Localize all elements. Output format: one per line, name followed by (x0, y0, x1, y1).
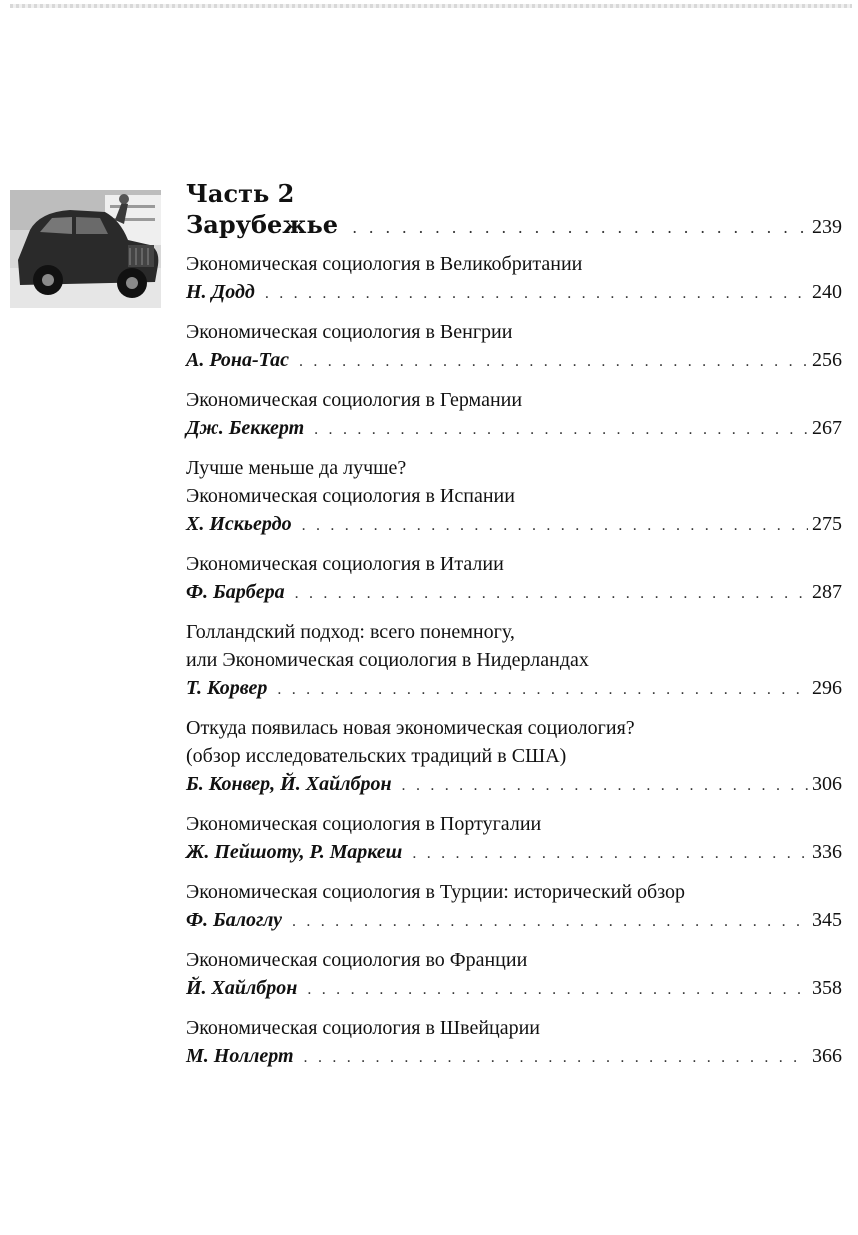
toc-entry[interactable] (186, 946, 842, 1002)
dot-leader (402, 772, 808, 800)
toc-entry[interactable] (186, 454, 842, 538)
entry-page-number: 240 (812, 281, 842, 303)
entry-author: А. Рона-Тас (186, 349, 289, 371)
toc-entry[interactable] (186, 714, 842, 798)
entry-page-number: 336 (812, 841, 842, 863)
entry-page-number: 345 (812, 909, 842, 931)
dot-leader (314, 416, 808, 444)
entry-author-row (186, 510, 842, 538)
entry-title-line: Экономическая социология в Испании (186, 485, 515, 507)
entry-author: Н. Додд (186, 281, 255, 303)
entry-author-row (186, 414, 842, 442)
toc-entry[interactable] (186, 386, 842, 442)
entry-author-row (186, 578, 842, 606)
entry-page-number: 296 (812, 677, 842, 699)
entry-author: Ж. Пейшоту, Р. Маркеш (186, 841, 403, 863)
entry-author-row (186, 838, 842, 866)
entry-title-line: Экономическая социология в Венгрии (186, 321, 513, 343)
entry-page-number: 256 (812, 349, 842, 371)
entry-title-line: Экономическая социология в Германии (186, 389, 523, 411)
entry-author: Ф. Балоглу (186, 909, 282, 931)
entry-author: Б. Конвер, Й. Хайлброн (186, 773, 392, 795)
entry-author: Т. Корвер (186, 677, 268, 699)
entry-author-row (186, 674, 842, 702)
entry-title-line: Лучше меньше да лучше? (186, 457, 407, 479)
table-of-contents (186, 178, 842, 1070)
entry-author: М. Ноллерт (186, 1045, 294, 1067)
entry-author: Ф. Барбера (186, 581, 285, 603)
dot-leader (292, 908, 808, 936)
toc-entry[interactable] (186, 1014, 842, 1070)
entry-page-number: 287 (812, 581, 842, 603)
entry-title-line: Экономическая социология в Португалии (186, 813, 542, 835)
entry-title-line: Откуда появилась новая экономическая социология? (186, 717, 635, 739)
toc-entry[interactable] (186, 810, 842, 866)
toc-entry[interactable] (186, 250, 842, 306)
part-page-number: 239 (812, 216, 842, 238)
entry-author-row (186, 278, 842, 306)
entry-title-line: Голландский подход: всего понемногу, (186, 621, 515, 643)
dot-leader (412, 840, 808, 868)
top-scan-edge (10, 4, 852, 8)
toc-entries (186, 250, 842, 1070)
entry-title-line: Экономическая социология во Франции (186, 949, 528, 971)
entry-author: Х. Искьердо (186, 513, 292, 535)
dot-leader (304, 1044, 808, 1072)
entry-page-number: 358 (812, 977, 842, 999)
entry-title-line: Экономическая социология в Великобритании (186, 253, 583, 275)
part-title: Зарубежье (186, 210, 339, 239)
toc-entry[interactable] (186, 318, 842, 374)
toc-entry[interactable] (186, 550, 842, 606)
entry-author-row (186, 974, 842, 1002)
entry-author: Дж. Беккерт (186, 417, 305, 439)
dot-leader (295, 580, 808, 608)
entry-author-row (186, 1042, 842, 1070)
entry-author-row (186, 906, 842, 934)
part-label: Часть 2 (186, 179, 295, 208)
entry-title-line: (обзор исследовательских традиций в США) (186, 745, 567, 767)
vintage-car-photo (10, 190, 161, 308)
part-title-row (186, 209, 842, 240)
dot-leader (352, 212, 808, 243)
entry-title-line: или Экономическая социология в Нидерландах (186, 649, 589, 671)
toc-entry[interactable] (186, 618, 842, 702)
dot-leader (299, 348, 808, 376)
entry-page-number: 306 (812, 773, 842, 795)
entry-page-number: 267 (812, 417, 842, 439)
dot-leader (307, 976, 808, 1004)
dot-leader (277, 676, 808, 704)
entry-page-number: 366 (812, 1045, 842, 1067)
entry-title-line: Экономическая социология в Турции: исторический обзор (186, 881, 685, 903)
toc-entry[interactable] (186, 878, 842, 934)
entry-title-line: Экономическая социология в Швейцарии (186, 1017, 541, 1039)
entry-author-row (186, 770, 842, 798)
entry-page-number: 275 (812, 513, 842, 535)
entry-author: Й. Хайлброн (186, 977, 298, 999)
entry-author-row (186, 346, 842, 374)
entry-title-line: Экономическая социология в Италии (186, 553, 504, 575)
dot-leader (302, 512, 808, 540)
dot-leader (265, 280, 808, 308)
